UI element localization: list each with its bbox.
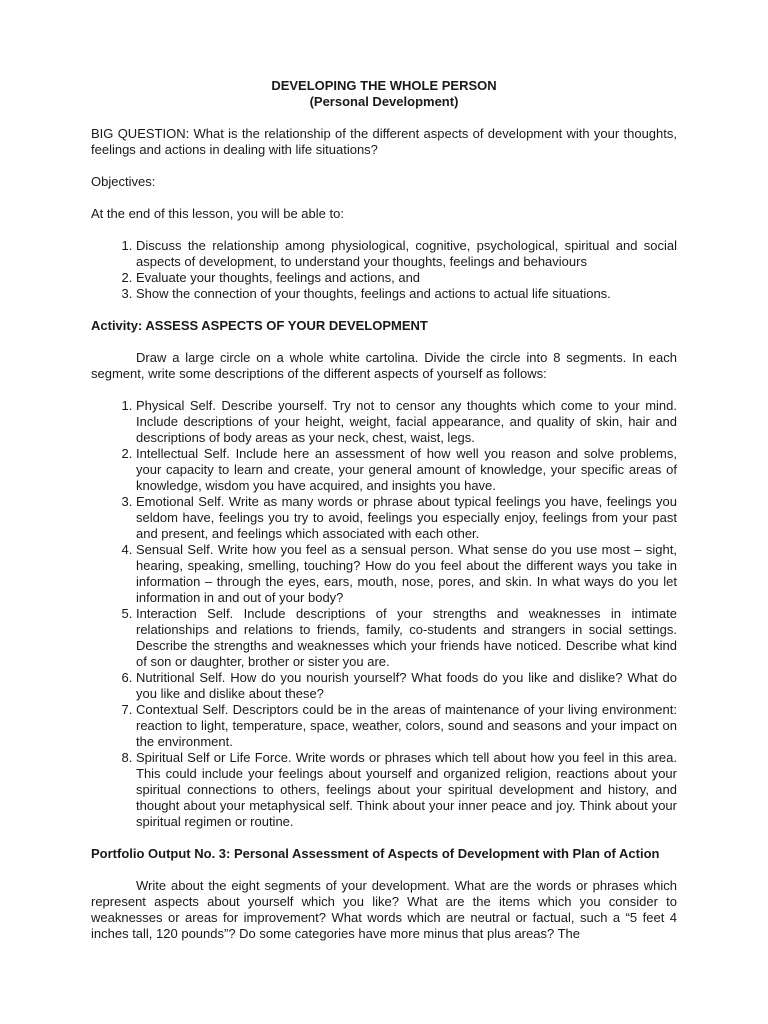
list-item: 5. Interaction Self. Include descriptions of your strengths and weaknesses in intimate relationships and relations to friends, family, co-students and strangers in social settings. Describe the strengths and weaknesses which your friends have noticed. Describe what kind of son or daughter, brother or sister you are. [136,606,677,670]
list-item: 7. Contextual Self. Descriptors could be in the areas of maintenance of your living environment: reaction to light, temperature, space, weather, colors, sound and seasons and your impact on the environment. [136,702,677,750]
activity-intro: Draw a large circle on a whole white cartolina. Divide the circle into 8 segments. In each segment, write some descriptions of the different aspects of yourself as follows: [91,350,677,381]
list-item: 2. Evaluate your thoughts, feelings and actions, and [136,270,677,286]
portfolio-heading: Portfolio Output No. 3: Personal Assessment of Aspects of Development with Plan of Action [91,846,660,861]
list-item: 6. Nutritional Self. How do you nourish yourself? What foods do you like and dislike? What do you like and dislike about these? [136,670,677,702]
list-item: 3. Emotional Self. Write as many words or phrase about typical feelings you have, feelings you seldom have, feelings you try to avoid, feelings you especially enjoy, feelings from your past and present, and feelings which associated with each other. [136,494,677,542]
portfolio-text: Write about the eight segments of your development. What are the words or phrases which represent aspects about yourself which you like? What are the items which you consider to weaknesses or areas for improvement? What words which are neutral or factual, such a “5 feet 4 inches tall, 120 pounds”? Do some categories have more minus that plus areas? The [91,878,677,941]
document-subtitle: (Personal Development) [309,94,459,109]
list-item: 8. Spiritual Self or Life Force. Write words or phrases which tell about how you feel in this area. This could include your feelings about yourself and organized religion, reactions about your spiritual connections to others, feelings about your spiritual development and history, and thought about your metaphysical self. Think about your inner peace and joy. Think about your spiritual regimen or routine. [136,750,677,830]
objectives-intro: At the end of this lesson, you will be able to: [91,206,344,221]
objectives-label: Objectives: [91,174,156,189]
aspects-list [91,398,677,830]
list-item: 4. Sensual Self. Write how you feel as a sensual person. What sense do you use most – sight, hearing, speaking, smelling, touching? How do you feel about the different ways you take in information – through the eyes, ears, mouth, nose, pores, and skin. In what ways do you let information in and out of your body? [136,542,677,606]
list-item: 3. Show the connection of your thoughts, feelings and actions to actual life situations. [136,286,677,302]
activity-heading: Activity: ASSESS ASPECTS OF YOUR DEVELOPMENT [91,318,428,333]
document-title: DEVELOPING THE WHOLE PERSON [271,78,497,93]
list-item: 2. Intellectual Self. Include here an assessment of how well you reason and solve problems, your capacity to learn and create, your general amount of knowledge, your specific areas of knowledge, wisdom you have acquired, and insights you have. [136,446,677,494]
list-item: 1. Physical Self. Describe yourself. Try not to censor any thoughts which come to your mind. Include descriptions of your height, weight, facial appearance, and quality of skin, hair and descriptions of body areas as your neck, chest, waist, legs. [136,398,677,446]
list-item: 1. Discuss the relationship among physiological, cognitive, psychological, spiritual and social aspects of development, to understand your thoughts, feelings and behaviours [136,238,677,270]
objectives-list [91,238,677,302]
big-question: BIG QUESTION: What is the relationship of the different aspects of development with your thoughts, feelings and actions in dealing with life situations? [91,126,677,157]
